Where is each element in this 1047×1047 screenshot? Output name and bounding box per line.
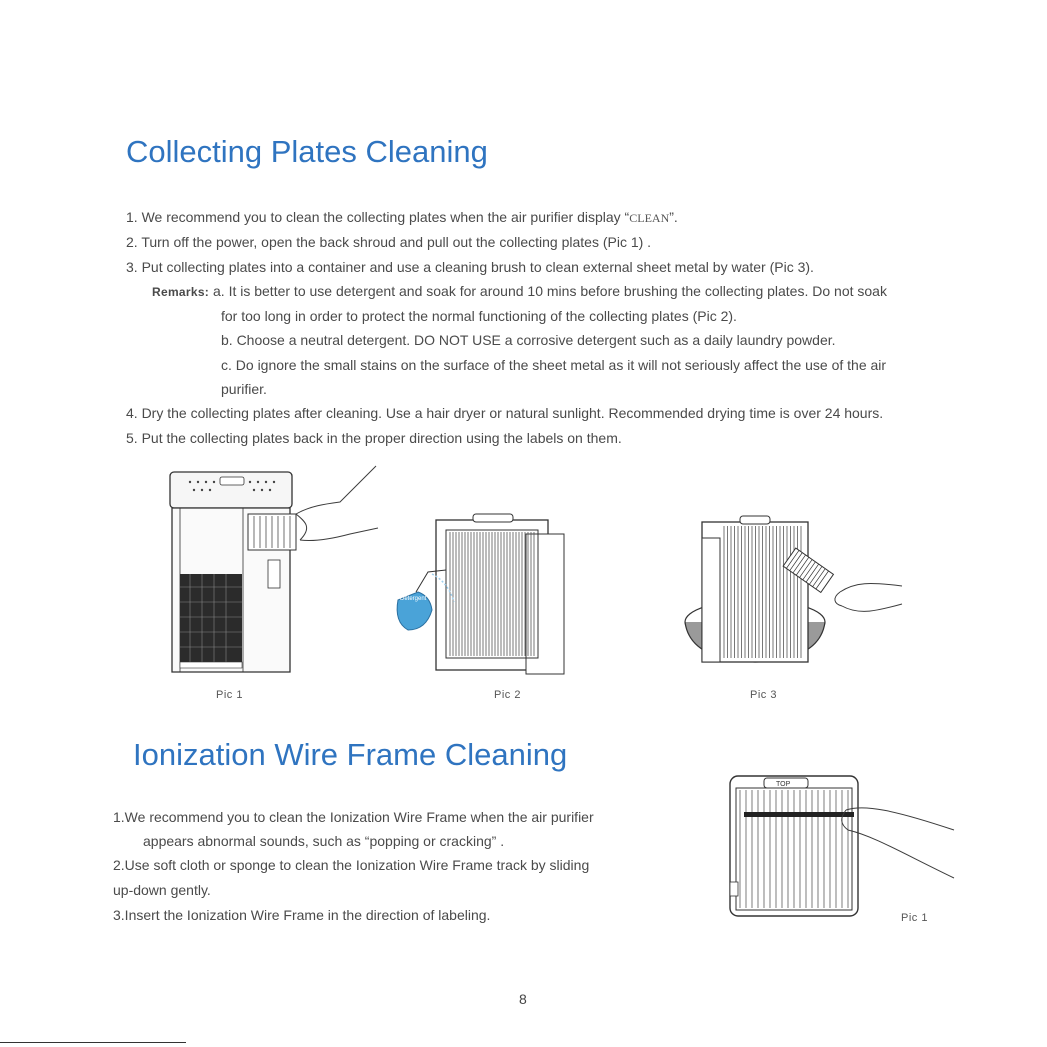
plate-brush-illustration	[680, 510, 910, 680]
remark-a-text: a. It is better to use detergent and soak for around 10 mins before brushing the collecting plates. Do not soak	[213, 283, 887, 299]
plate-detergent-illustration	[388, 512, 578, 682]
remark-a-line2: for too long in order to protect the normal functioning of the collecting plates (Pic 2).	[221, 308, 737, 324]
step-1-end: ”.	[669, 209, 678, 225]
ion-step-3: 3.Insert the Ionization Wire Frame in the direction of labeling.	[113, 907, 491, 923]
remark-a-line1	[152, 279, 887, 305]
pic2-caption: Pic 2	[494, 689, 521, 701]
page-number: 8	[519, 991, 527, 1007]
frame-top-label: TOP	[776, 781, 791, 788]
step-1-text: 1. We recommend you to clean the collecting plates when the air purifier display “	[126, 209, 630, 225]
detergent-label: Detergent	[400, 596, 427, 602]
remark-c-line2: purifier.	[221, 381, 267, 397]
purifier-illustration	[150, 462, 380, 692]
step-2: 2. Turn off the power, open the back shroud and pull out the collecting plates (Pic 1) .	[126, 234, 652, 250]
step-5: 5. Put the collecting plates back in the proper direction using the labels on them.	[126, 430, 622, 446]
step-3: 3. Put collecting plates into a container and use a cleaning brush to clean external sheet metal by water (Pic 3).	[126, 259, 814, 275]
ion-pic1-caption: Pic 1	[901, 912, 928, 924]
ionization-frame-illustration	[724, 770, 964, 920]
ion-step-2-line2: up-down gently.	[113, 882, 211, 898]
pic3-caption: Pic 3	[750, 689, 777, 701]
ion-step-1-line1: 1.We recommend you to clean the Ionization Wire Frame when the air purifier	[113, 809, 594, 825]
pic1-caption: Pic 1	[216, 689, 243, 701]
step-1	[126, 205, 678, 231]
remark-c-line1: c. Do ignore the small stains on the surface of the sheet metal as it will not seriously affect the use of the air	[221, 357, 887, 373]
section-title-collecting-plates: Collecting Plates Cleaning	[126, 134, 488, 169]
ion-step-2-line1: 2.Use soft cloth or sponge to clean the Ionization Wire Frame track by sliding	[113, 857, 590, 873]
footer-rule	[0, 1042, 186, 1043]
display-code: CLEAN	[629, 211, 670, 225]
section-title-ionization: Ionization Wire Frame Cleaning	[133, 737, 568, 772]
remarks-label: Remarks:	[152, 285, 210, 299]
ion-step-1-line2: appears abnormal sounds, such as “popping or cracking” .	[143, 833, 505, 849]
remark-b: b. Choose a neutral detergent. DO NOT USE a corrosive detergent such as a daily laundry powder.	[221, 332, 836, 348]
step-4: 4. Dry the collecting plates after cleaning. Use a hair dryer or natural sunlight. Recommended drying time is over 24 hours.	[126, 405, 884, 421]
